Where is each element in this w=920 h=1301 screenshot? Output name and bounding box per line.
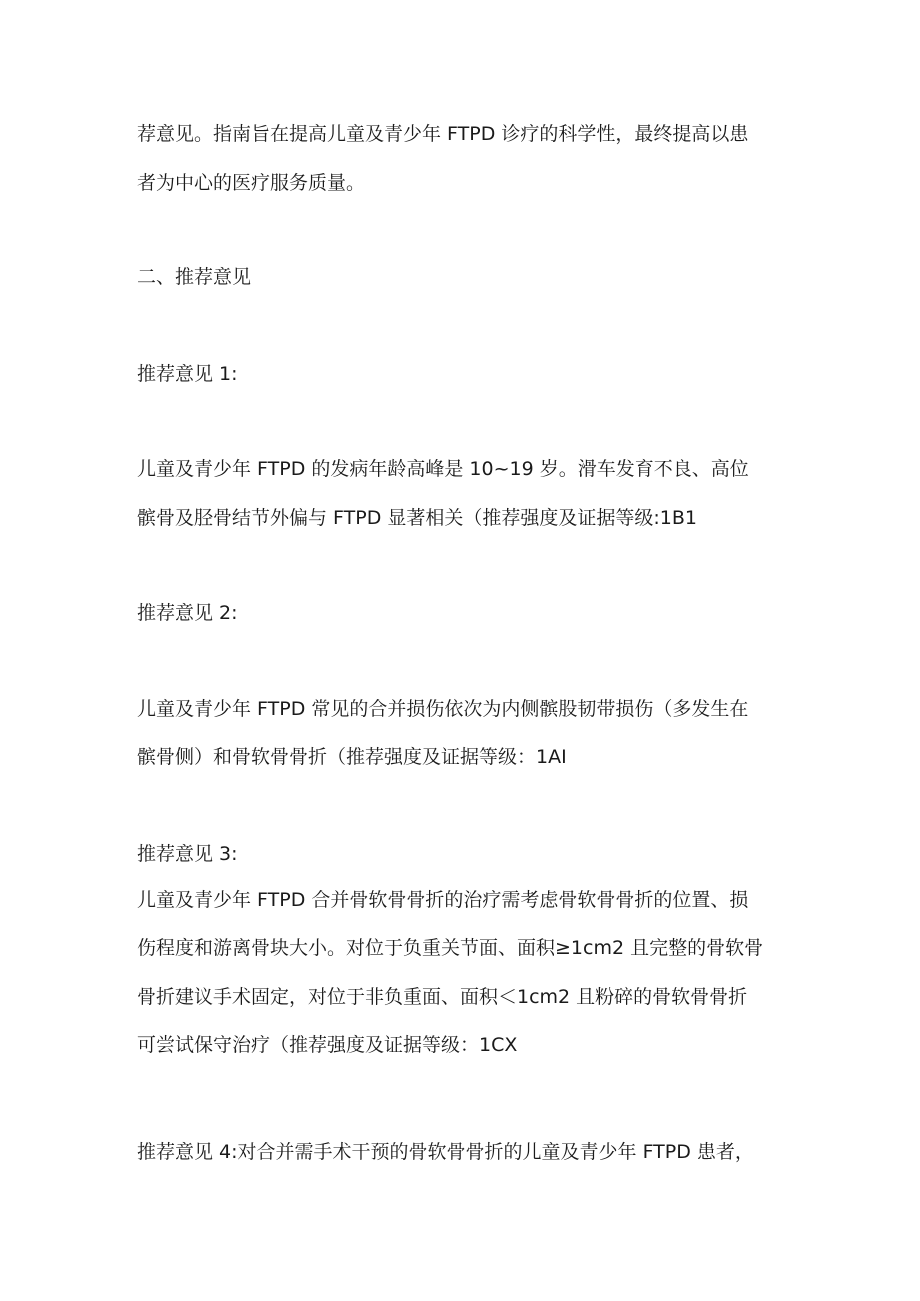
recommendation-2-line-2: 髌骨侧）和骨软骨骨折（推荐强度及证据等级：1AI: [137, 746, 567, 768]
intro-line-2: 者为中心的医疗服务质量。: [137, 172, 366, 194]
recommendation-4-line-1: 推荐意见 4:对合并需手术干预的骨软骨骨折的儿童及青少年 FTPD 患者，: [137, 1141, 754, 1163]
recommendation-1-label: 推荐意见 1:: [137, 363, 238, 385]
recommendation-3-line-4: 可尝试保守治疗（推荐强度及证据等级：1CX: [137, 1034, 518, 1056]
recommendation-2-label: 推荐意见 2:: [137, 602, 238, 624]
recommendation-3-line-2: 伤程度和游离骨块大小。对位于负重关节面、面积≥1cm2 且完整的骨软骨: [137, 937, 764, 959]
intro-line-1: 荐意见。指南旨在提高儿童及青少年 FTPD 诊疗的科学性，最终提高以患: [137, 123, 749, 145]
recommendation-3-label: 推荐意见 3:: [137, 843, 238, 865]
recommendation-2-line-1: 儿童及青少年 FTPD 常见的合并损伤依次为内侧髌股韧带损伤（多发生在: [137, 698, 749, 720]
recommendation-3-line-3: 骨折建议手术固定，对位于非负重面、面积＜1cm2 且粉碎的骨软骨骨折: [137, 986, 748, 1008]
recommendation-1-line-1: 儿童及青少年 FTPD 的发病年龄高峰是 10~19 岁。滑车发育不良、高位: [137, 458, 749, 480]
recommendation-3-line-1: 儿童及青少年 FTPD 合并骨软骨骨折的治疗需考虑骨软骨骨折的位置、损: [137, 889, 749, 911]
section-heading: 二、推荐意见: [137, 266, 252, 288]
recommendation-1-line-2: 髌骨及胫骨结节外偏与 FTPD 显著相关（推荐强度及证据等级:1B1: [137, 507, 697, 529]
